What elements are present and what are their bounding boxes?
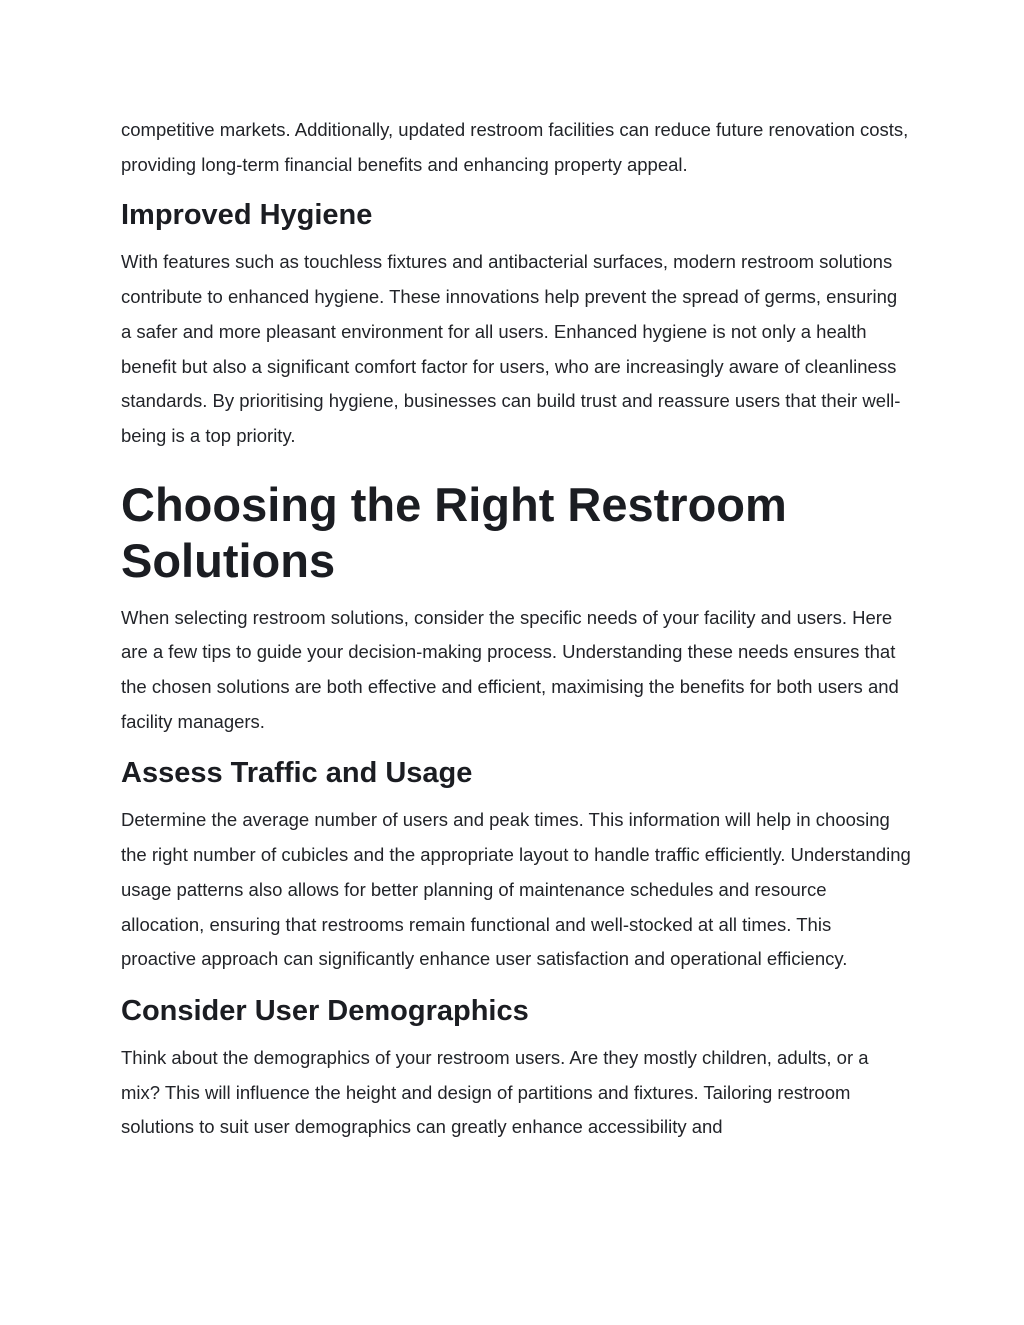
- traffic-paragraph: Determine the average number of users and peak times. This information will help in choosing the right number of cubicles and the appropriate layout to handle traffic efficiently. Understanding usage patterns also allows for better planning of maintenance schedules and resource allocation, ensuring that restrooms remain functional and well-stocked at all times. This proactive approach can significantly enhance user satisfaction and operational efficiency.: [121, 809, 911, 970]
- hygiene-paragraph: With features such as touchless fixtures and antibacterial surfaces, modern restroom solutions contribute to enhanced hygiene. These innovations help prevent the spread of germs, ensuring a safer and more pleasant environment for all users. Enhanced hygiene is not only a health benefit but also a significant comfort factor for users, who are increasingly aware of cleanliness standards. By prioritising hygiene, businesses can build trust and reassure users that their well-being is a top priority.: [121, 251, 901, 446]
- assess-traffic-heading: Assess Traffic and Usage: [121, 757, 473, 790]
- choosing-paragraph: When selecting restroom solutions, consider the specific needs of your facility and users. Here are a few tips to guide your decision-making process. Understanding these needs ensures that the chosen solutions are both effective and efficient, maximising the benefits for both users and facility managers.: [121, 606, 899, 732]
- intro-paragraph: competitive markets. Additionally, updated restroom facilities can reduce future renovation costs, providing long-term financial benefits and enhancing property appeal.: [121, 119, 909, 175]
- improved-hygiene-heading: Improved Hygiene: [121, 199, 373, 232]
- demographics-paragraph: Think about the demographics of your restroom users. Are they mostly children, adults, or a mix? This will influence the height and design of partitions and fixtures. Tailoring restroom solutions to suit user demographics can greatly enhance accessibility and: [121, 1046, 869, 1138]
- user-demographics-heading: Consider User Demographics: [121, 994, 529, 1027]
- choosing-solutions-heading: Choosing the Right Restroom Solutions: [121, 477, 787, 587]
- document-page: [121, 113, 911, 1145]
